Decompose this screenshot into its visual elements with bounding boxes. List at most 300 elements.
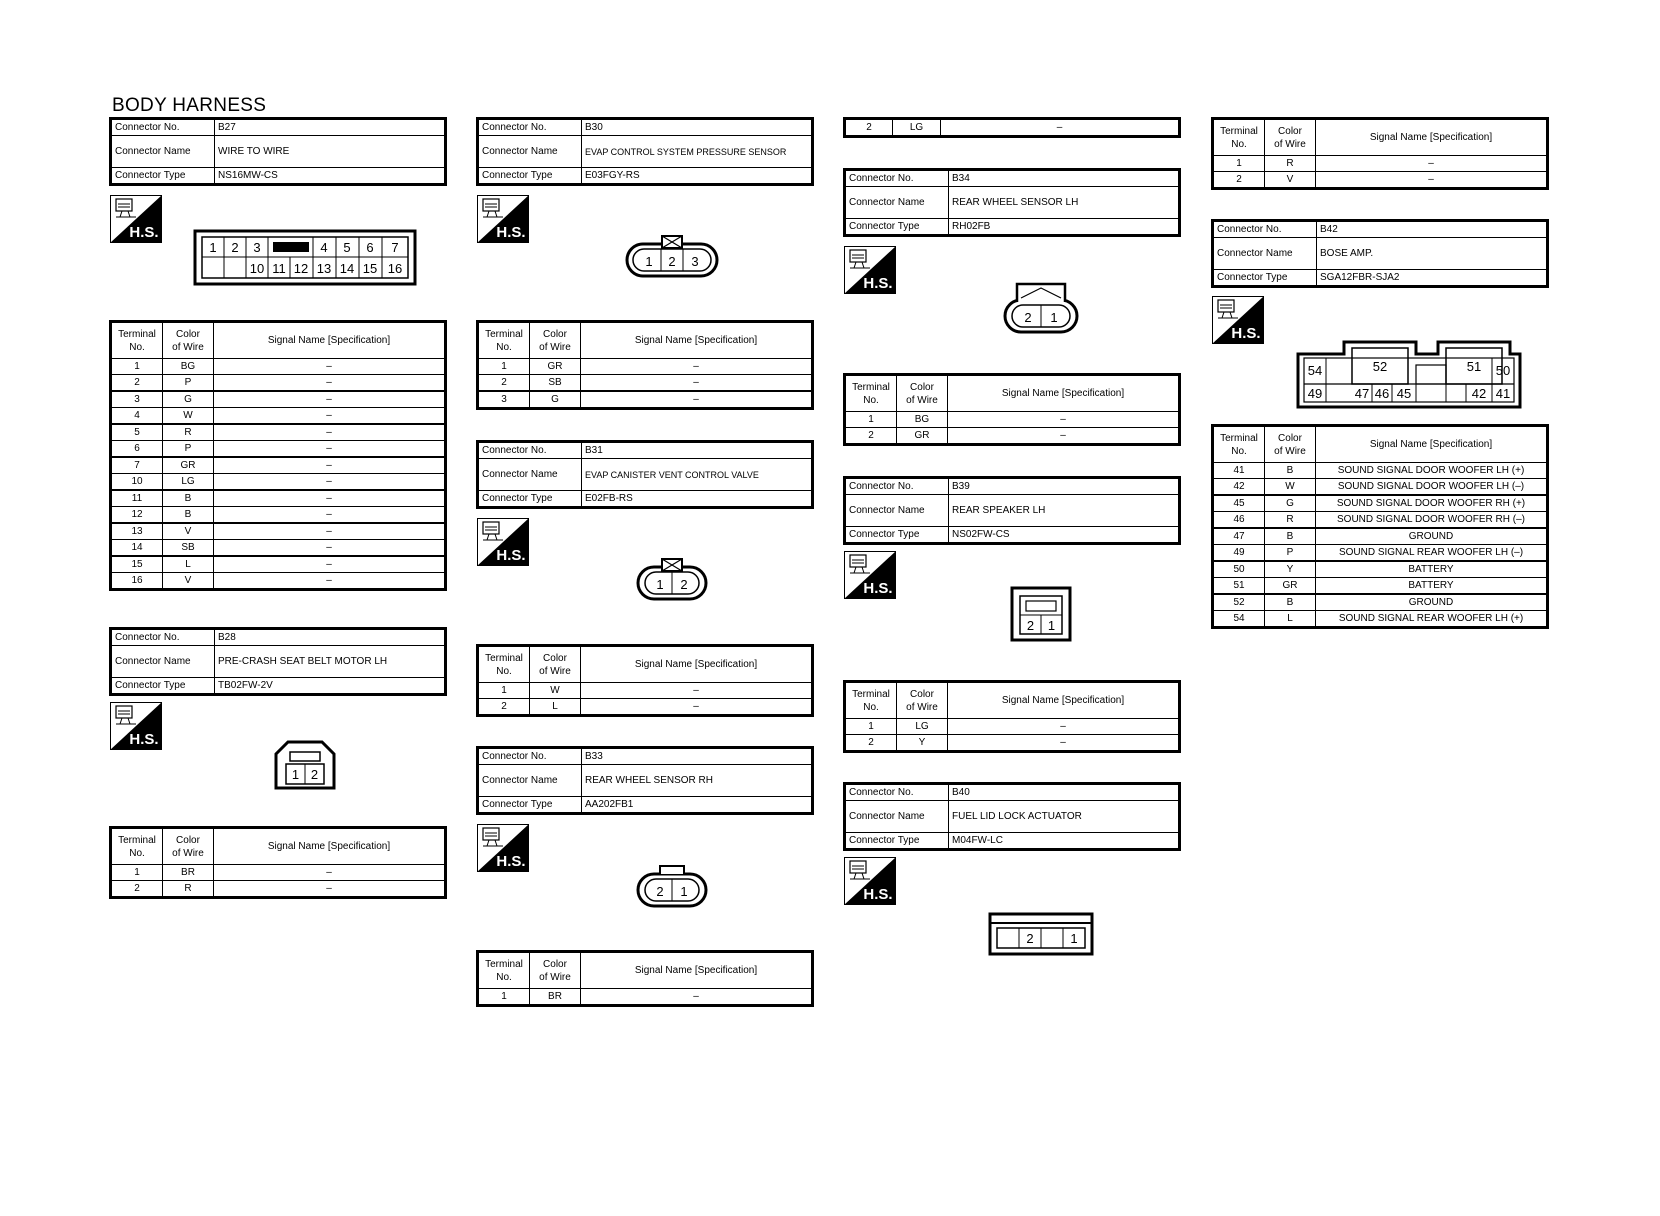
signal-name: –: [1316, 172, 1548, 189]
signal-name: –: [214, 573, 446, 590]
connector-face-b40: [988, 912, 1094, 956]
signal-table: [476, 950, 814, 1007]
wire-color: P: [163, 441, 214, 458]
terminal-no: 2: [478, 699, 530, 716]
terminal-no: 1: [1213, 156, 1265, 172]
signal-table: [843, 117, 1181, 138]
connector-no-label: Connector No.: [111, 119, 215, 136]
pin-label: 2: [231, 240, 239, 255]
connector-name-label: Connector Name: [111, 646, 215, 678]
signal-name: –: [214, 490, 446, 507]
wire-color: LG: [897, 719, 948, 735]
harness-side-label: H.S.: [863, 580, 893, 597]
terminal-no: 5: [111, 424, 163, 441]
pin-label: 11: [272, 261, 286, 276]
signal-name-header: Signal Name [Specification]: [581, 646, 813, 683]
table-row: [478, 359, 813, 375]
wire-color: B: [163, 507, 214, 524]
table-row: [1213, 495, 1548, 512]
connector-name-label: Connector Name: [478, 459, 582, 491]
table-row: [111, 865, 446, 881]
terminal-table-b39: [843, 680, 1181, 753]
harness-side-label: H.S.: [496, 853, 526, 870]
signal-table: [1211, 117, 1549, 190]
connector-b27: [109, 117, 447, 194]
terminal-no: 1: [478, 359, 530, 375]
table-row: [845, 428, 1180, 445]
wire-color: B: [1265, 463, 1316, 479]
signal-name: –: [214, 507, 446, 524]
pin-label: 3: [691, 254, 699, 269]
connector-type-value: E02FB-RS: [582, 491, 813, 508]
table-row: [1213, 578, 1548, 595]
connector-type-value: RH02FB: [949, 219, 1180, 236]
signal-name: –: [581, 375, 813, 392]
wire-color: BR: [530, 989, 581, 1006]
terminal-no: 2: [111, 881, 163, 898]
terminal-no: 41: [1213, 463, 1265, 479]
signal-name: –: [214, 865, 446, 881]
pin-label: 2: [668, 254, 676, 269]
signal-name: SOUND SIGNAL REAR WOOFER LH (+): [1316, 611, 1548, 628]
connector-name-label: Connector Name: [1213, 238, 1317, 270]
connector-name-label: Connector Name: [478, 765, 582, 797]
terminal-no: 3: [478, 391, 530, 409]
table-row: [111, 556, 446, 573]
terminal-no: 4: [111, 408, 163, 425]
terminal-no: 1: [478, 989, 530, 1006]
connector-no-value: B34: [949, 170, 1180, 187]
terminal-no: 47: [1213, 528, 1265, 545]
signal-table: [1211, 424, 1549, 629]
pin-label: 45: [1396, 386, 1412, 401]
table-row: [1213, 512, 1548, 529]
connector-info-table: [843, 476, 1181, 545]
connector-b40: [843, 782, 1181, 859]
wire-color: R: [163, 881, 214, 898]
terminal-no: 1: [111, 359, 163, 375]
harness-side-label: H.S.: [1231, 325, 1261, 342]
table-row: [1213, 156, 1548, 172]
wire-color: G: [1265, 495, 1316, 512]
connector-name-value: EVAP CANISTER VENT CONTROL VALVE: [582, 459, 813, 491]
signal-table: [476, 644, 814, 717]
harness-side-icon: [1212, 296, 1264, 344]
signal-name: BATTERY: [1316, 561, 1548, 578]
terminal-table-b31: [476, 644, 814, 717]
signal-name: –: [214, 375, 446, 392]
connector-no-label: Connector No.: [845, 784, 949, 801]
pin-label: 2: [310, 767, 319, 782]
connector-face-b34: [1003, 280, 1079, 336]
pin-label: 2: [1024, 310, 1032, 325]
terminal-no: 13: [111, 523, 163, 540]
wire-color: V: [163, 523, 214, 540]
harness-side-label: H.S.: [496, 547, 526, 564]
signal-name: –: [581, 699, 813, 716]
wire-color: P: [163, 375, 214, 392]
signal-name-header: Signal Name [Specification]: [214, 322, 446, 359]
terminal-no: 45: [1213, 495, 1265, 512]
terminal-no: 54: [1213, 611, 1265, 628]
table-row: [111, 359, 446, 375]
pin-label: 47: [1354, 386, 1370, 401]
wire-color: W: [1265, 479, 1316, 496]
signal-table: [843, 373, 1181, 446]
terminal-no-header: Terminal No.: [1213, 119, 1265, 156]
pin-label: 50: [1495, 363, 1511, 378]
wire-color: Y: [1265, 561, 1316, 578]
wire-color-header: Color of Wire: [1265, 426, 1316, 463]
connector-name-label: Connector Name: [845, 187, 949, 219]
connector-face-b30: [625, 234, 719, 278]
pin-label: 10: [249, 261, 265, 276]
connector-no-label: Connector No.: [845, 478, 949, 495]
wire-color: G: [163, 391, 214, 408]
signal-name-header: Signal Name [Specification]: [1316, 426, 1548, 463]
wire-color: GR: [897, 428, 948, 445]
table-row: [478, 375, 813, 392]
wire-color-header: Color of Wire: [1265, 119, 1316, 156]
signal-name: –: [948, 719, 1180, 735]
wire-color: L: [163, 556, 214, 573]
pin-label: 1: [1070, 931, 1078, 946]
connector-type-label: Connector Type: [478, 797, 582, 814]
wire-color-header: Color of Wire: [897, 682, 948, 719]
connector-name-label: Connector Name: [111, 136, 215, 168]
connector-no-value: B42: [1317, 221, 1548, 238]
connector-info-table: [476, 440, 814, 509]
terminal-no-header: Terminal No.: [845, 375, 897, 412]
connector-type-label: Connector Type: [478, 168, 582, 185]
signal-name: –: [214, 457, 446, 474]
table-row: [845, 735, 1180, 752]
terminal-no: 2: [478, 375, 530, 392]
signal-name: –: [214, 441, 446, 458]
pin-label: 41: [1495, 386, 1511, 401]
terminal-no: 50: [1213, 561, 1265, 578]
signal-name-header: Signal Name [Specification]: [581, 952, 813, 989]
pin-label: 1: [209, 240, 217, 255]
table-row: [111, 457, 446, 474]
signal-name: –: [214, 359, 446, 375]
pin-label: 1: [291, 767, 300, 782]
connector-info-table: [476, 117, 814, 186]
pin-label: 2: [656, 884, 664, 899]
connector-type-label: Connector Type: [845, 833, 949, 850]
connector-b39: [843, 476, 1181, 553]
signal-name: –: [948, 428, 1180, 445]
terminal-no: 49: [1213, 545, 1265, 562]
terminal-table-b34: [843, 373, 1181, 446]
wire-color: P: [1265, 545, 1316, 562]
pin-label: 13: [316, 261, 332, 276]
signal-name: –: [581, 989, 813, 1006]
signal-name: –: [214, 391, 446, 408]
connector-type-value: AA202FB1: [582, 797, 813, 814]
terminal-no: 10: [111, 474, 163, 491]
terminal-no: 14: [111, 540, 163, 557]
table-row: [111, 408, 446, 425]
connector-no-value: B27: [215, 119, 446, 136]
harness-side-label: H.S.: [863, 275, 893, 292]
connector-type-label: Connector Type: [845, 219, 949, 236]
signal-name: –: [581, 391, 813, 409]
pin-label: 1: [1047, 618, 1056, 633]
pin-label: 1: [1050, 310, 1058, 325]
signal-name: –: [214, 881, 446, 898]
wire-color: GR: [163, 457, 214, 474]
connector-type-label: Connector Type: [111, 678, 215, 695]
connector-b30: [476, 117, 814, 194]
connector-name-value: BOSE AMP.: [1317, 238, 1548, 270]
connector-no-label: Connector No.: [1213, 221, 1317, 238]
table-row: [111, 523, 446, 540]
pin-label: 2: [1026, 618, 1035, 633]
pin-label: 1: [656, 577, 664, 592]
connector-no-value: B39: [949, 478, 1180, 495]
table-row: [1213, 479, 1548, 496]
connector-face-b42: [1296, 340, 1522, 410]
connector-info-table: [109, 117, 447, 186]
wire-color: L: [1265, 611, 1316, 628]
table-row: [111, 540, 446, 557]
terminal-no: 2: [845, 119, 893, 137]
terminal-table-b30: [476, 320, 814, 410]
connector-type-value: NS02FW-CS: [949, 527, 1180, 544]
connector-type-value: NS16MW-CS: [215, 168, 446, 185]
wire-color: Y: [897, 735, 948, 752]
connector-no-value: B28: [215, 629, 446, 646]
connector-name-value: FUEL LID LOCK ACTUATOR: [949, 801, 1180, 833]
wire-color-header: Color of Wire: [897, 375, 948, 412]
connector-b42: [1211, 219, 1549, 296]
signal-table: [843, 680, 1181, 753]
wire-color: BG: [163, 359, 214, 375]
wire-color: V: [1265, 172, 1316, 189]
connector-no-label: Connector No.: [845, 170, 949, 187]
pin-label: 1: [645, 254, 653, 269]
connector-no-label: Connector No.: [478, 442, 582, 459]
connector-b28: [109, 627, 447, 704]
connector-name-value: REAR SPEAKER LH: [949, 495, 1180, 527]
wire-color-header: Color of Wire: [163, 828, 214, 865]
signal-name: –: [214, 540, 446, 557]
terminal-no: 46: [1213, 512, 1265, 529]
table-row: [478, 683, 813, 699]
wire-color-header: Color of Wire: [530, 322, 581, 359]
wire-color: LG: [163, 474, 214, 491]
table-row: [1213, 594, 1548, 611]
pin-label: 2: [680, 577, 688, 592]
terminal-table-b33: [476, 950, 814, 1007]
terminal-no: 51: [1213, 578, 1265, 595]
terminal-no: 2: [111, 375, 163, 392]
table-row: [1213, 545, 1548, 562]
harness-side-icon: [477, 824, 529, 872]
signal-table: [109, 826, 447, 899]
wire-color: GR: [530, 359, 581, 375]
signal-name: –: [581, 683, 813, 699]
table-row: [1213, 561, 1548, 578]
terminal-no: 2: [845, 428, 897, 445]
terminal-no: 3: [111, 391, 163, 408]
pin-label: 6: [366, 240, 374, 255]
pin-label: 7: [391, 240, 399, 255]
harness-side-icon: [844, 246, 896, 294]
terminal-no-header: Terminal No.: [845, 682, 897, 719]
pin-label: 2: [1026, 931, 1034, 946]
wire-color: G: [530, 391, 581, 409]
connector-type-value: M04FW-LC: [949, 833, 1180, 850]
wire-color: L: [530, 699, 581, 716]
signal-name: –: [948, 412, 1180, 428]
terminal-no: 2: [845, 735, 897, 752]
pin-label: 51: [1466, 359, 1482, 374]
connector-info-table: [476, 746, 814, 815]
terminal-table-continued: [843, 117, 1181, 138]
terminal-no-header: Terminal No.: [478, 322, 530, 359]
signal-table: [109, 320, 447, 591]
connector-face-b28: [274, 740, 336, 790]
table-row: [845, 412, 1180, 428]
connector-no-label: Connector No.: [478, 748, 582, 765]
connector-no-label: Connector No.: [111, 629, 215, 646]
harness-side-icon: [844, 857, 896, 905]
wire-color-header: Color of Wire: [163, 322, 214, 359]
table-row: [845, 119, 1180, 137]
terminal-no: 6: [111, 441, 163, 458]
table-row: [845, 719, 1180, 735]
terminal-no: 11: [111, 490, 163, 507]
terminal-no: 12: [111, 507, 163, 524]
pin-label: 15: [362, 261, 378, 276]
signal-name: SOUND SIGNAL DOOR WOOFER LH (–): [1316, 479, 1548, 496]
table-row: [1213, 463, 1548, 479]
signal-name-header: Signal Name [Specification]: [581, 322, 813, 359]
connector-face-b33: [636, 864, 708, 908]
signal-name: –: [214, 408, 446, 425]
wire-color: SB: [163, 540, 214, 557]
signal-name: BATTERY: [1316, 578, 1548, 595]
terminal-no: 42: [1213, 479, 1265, 496]
connector-type-value: E03FGY-RS: [582, 168, 813, 185]
connector-name-value: REAR WHEEL SENSOR RH: [582, 765, 813, 797]
connector-info-table: [1211, 219, 1549, 288]
terminal-table-b41: [1211, 117, 1549, 190]
connector-no-label: Connector No.: [478, 119, 582, 136]
signal-name-header: Signal Name [Specification]: [948, 375, 1180, 412]
connector-type-value: SGA12FBR-SJA2: [1317, 270, 1548, 287]
wire-color-header: Color of Wire: [530, 646, 581, 683]
connector-info-table: [843, 168, 1181, 237]
connector-name-value: EVAP CONTROL SYSTEM PRESSURE SENSOR: [582, 136, 813, 168]
pin-label: 3: [253, 240, 261, 255]
connector-face-b39: [1010, 586, 1072, 642]
terminal-table-b42: [1211, 424, 1549, 629]
pin-label: 54: [1307, 363, 1323, 378]
connector-b33: [476, 746, 814, 823]
signal-name: SOUND SIGNAL REAR WOOFER LH (–): [1316, 545, 1548, 562]
connector-type-label: Connector Type: [1213, 270, 1317, 287]
pin-label: 14: [339, 261, 355, 276]
terminal-no-header: Terminal No.: [478, 952, 530, 989]
signal-name: –: [214, 424, 446, 441]
wire-color: BG: [897, 412, 948, 428]
terminal-no: 15: [111, 556, 163, 573]
table-row: [111, 490, 446, 507]
table-row: [111, 391, 446, 408]
table-row: [111, 507, 446, 524]
table-row: [1213, 528, 1548, 545]
terminal-no-header: Terminal No.: [111, 828, 163, 865]
pin-label: 46: [1374, 386, 1390, 401]
terminal-no-header: Terminal No.: [111, 322, 163, 359]
connector-type-label: Connector Type: [111, 168, 215, 185]
terminal-no-header: Terminal No.: [478, 646, 530, 683]
table-row: [478, 699, 813, 716]
pin-label: 1: [680, 884, 688, 899]
pin-label: 12: [293, 261, 309, 276]
wire-color: R: [163, 424, 214, 441]
wire-color-header: Color of Wire: [530, 952, 581, 989]
table-row: [478, 391, 813, 409]
wire-color: B: [1265, 528, 1316, 545]
wire-color: B: [1265, 594, 1316, 611]
harness-side-label: H.S.: [496, 224, 526, 241]
terminal-table-b27: [109, 320, 447, 591]
pin-label: 42: [1471, 386, 1487, 401]
signal-name: GROUND: [1316, 528, 1548, 545]
connector-name-value: WIRE TO WIRE: [215, 136, 446, 168]
signal-name: GROUND: [1316, 594, 1548, 611]
harness-side-icon: [477, 195, 529, 243]
terminal-no: 52: [1213, 594, 1265, 611]
harness-side-icon: [110, 702, 162, 750]
connector-no-value: B33: [582, 748, 813, 765]
connector-b34: [843, 168, 1181, 245]
wire-color: W: [163, 408, 214, 425]
table-row: [111, 441, 446, 458]
table-row: [111, 424, 446, 441]
signal-name-header: Signal Name [Specification]: [948, 682, 1180, 719]
wire-color: V: [163, 573, 214, 590]
wire-color: B: [163, 490, 214, 507]
pin-label: 49: [1307, 386, 1323, 401]
table-row: [1213, 172, 1548, 189]
connector-no-value: B30: [582, 119, 813, 136]
signal-name: –: [941, 119, 1180, 137]
table-row: [111, 881, 446, 898]
terminal-no: 2: [1213, 172, 1265, 189]
signal-name-header: Signal Name [Specification]: [214, 828, 446, 865]
wire-color: R: [1265, 156, 1316, 172]
harness-side-icon: [110, 195, 162, 243]
wire-color: W: [530, 683, 581, 699]
signal-name: –: [214, 556, 446, 573]
harness-side-icon: [844, 551, 896, 599]
signal-name: –: [214, 523, 446, 540]
signal-name: SOUND SIGNAL DOOR WOOFER RH (+): [1316, 495, 1548, 512]
page-title: BODY HARNESS: [112, 95, 267, 116]
terminal-no: 7: [111, 457, 163, 474]
table-row: [111, 375, 446, 392]
connector-name-value: PRE-CRASH SEAT BELT MOTOR LH: [215, 646, 446, 678]
connector-b31: [476, 440, 814, 517]
connector-name-value: REAR WHEEL SENSOR LH: [949, 187, 1180, 219]
harness-side-label: H.S.: [129, 731, 159, 748]
signal-name: SOUND SIGNAL DOOR WOOFER RH (–): [1316, 512, 1548, 529]
